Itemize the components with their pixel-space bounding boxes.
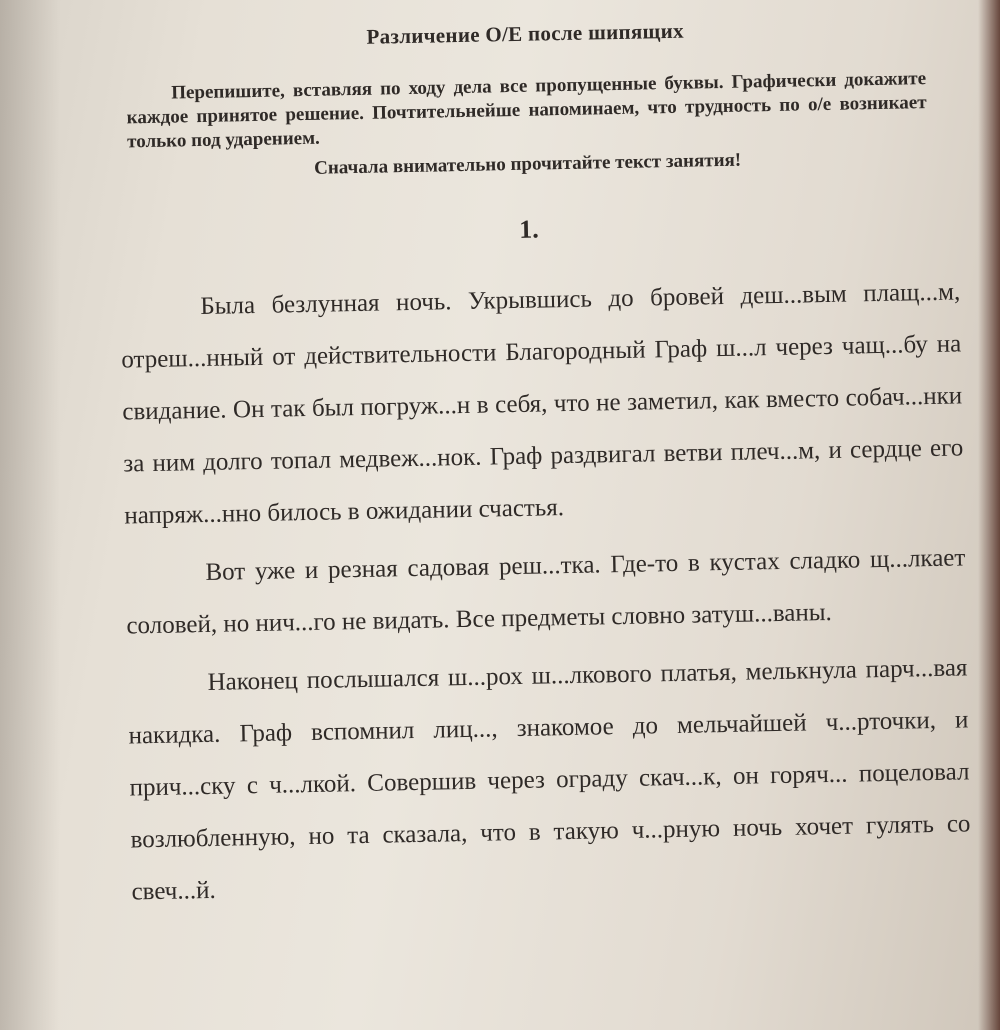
page-edge-right: [978, 0, 1000, 1030]
page-title: Различение О/Е после шипящих: [366, 18, 685, 49]
worksheet-content: [95, 13, 972, 918]
exercise-number: 1.: [518, 214, 539, 244]
instructions-text: Перепишите, вставляя по ходу дела все пропущенные буквы. Графически докажите каждое принятое решение. Почтительнейше напоминаем, что трудность по о/е возникает только под ударением.: [126, 68, 927, 153]
exercise-paragraph-3: Наконец послышался ш...рох ш...лкового платья, мелькнула парч...вая накидка. Граф вспомнил лиц..., знакомое до мельчайшей ч...рточки, и прич...ску с ч...лкой. Совершив через ограду скач...к, он горяч... поцеловал возлюбленную, но та сказала, что в такую ч...рную ночь хочет гулять со свеч...й.: [128, 654, 971, 906]
page-shadow-left: [0, 0, 60, 1030]
exercise-paragraph-1: Была безлунная ночь. Укрывшись до бровей деш...вым плащ...м, отреш...нный от действительности Благородный Граф ш...л через чащ...бу на свидание. Он так был погруж...н в себя, что не заметил, как вместо собач...нки за ним долго топал медвеж...нок. Граф раздвигал ветви плеч...м, и сердце его напряж...нно билось в ожидании счастья.: [121, 278, 964, 530]
instructions-note: Сначала внимательно прочитайте текст занятия!: [313, 149, 742, 179]
exercise-paragraph-2: Вот уже и резная садовая реш...тка. Где-то в кустах сладко щ...лкает соловей, но нич...го не видать. Все предметы словно затуш...ваны.: [126, 544, 966, 640]
